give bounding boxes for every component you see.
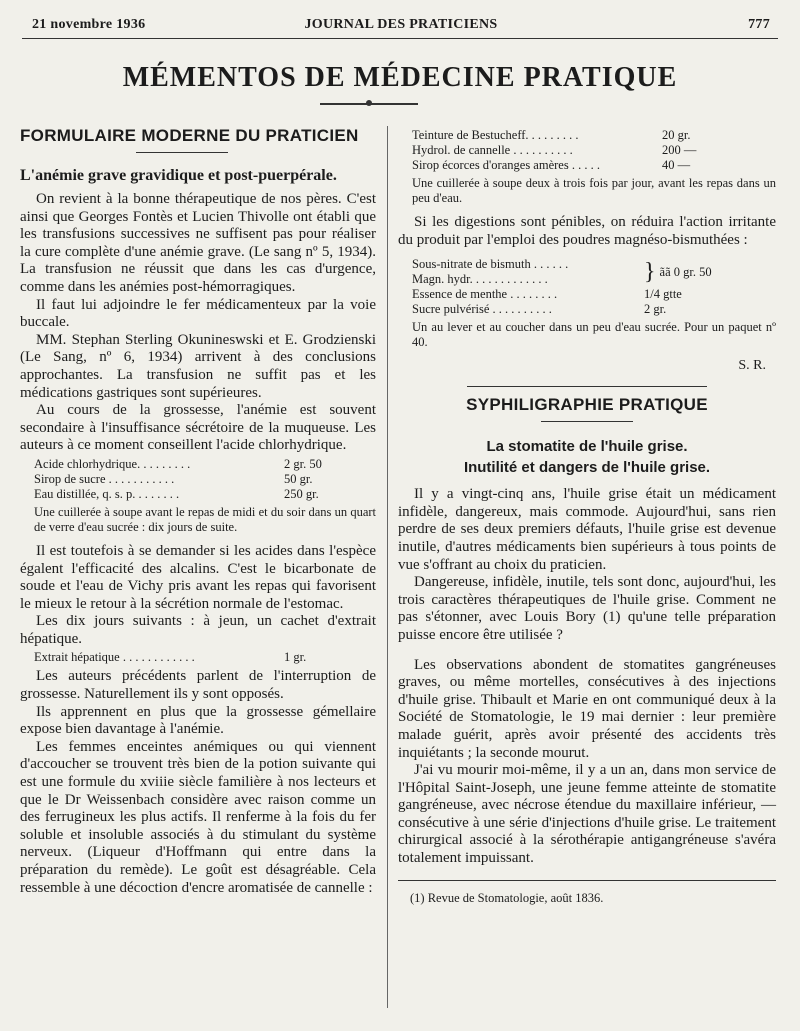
prescription-dose: ãã 0 gr. 50 (659, 264, 712, 279)
prescription (412, 128, 776, 173)
paragraph: Les observations abondent de stomatites gangréneuses graves, ou même mortelles, consécutives à des injections d'huile grise. Thibault et Marie en ont communiqué deux à la Société de Stomatologie, le 19 mai dernier : leur première malade guérit, après avoir présenté des accidents très inquiétants ; la seconde mourut. (398, 656, 776, 761)
prescription-row: Sucre pulvérisé . . . . . . . . . . 2 gr. (412, 302, 667, 317)
section-title: SYPHILIGRAPHIE PRATIQUE (466, 395, 708, 415)
footnote-rule (398, 880, 776, 881)
prescription-row-group (412, 257, 776, 287)
section-separator (467, 386, 707, 387)
paragraph: Les dix jours suivants : à jeun, un cachet d'extrait hépatique. (20, 613, 376, 647)
header-rule (22, 38, 778, 39)
article-title (398, 436, 776, 478)
paragraph: Il y a vingt-cinq ans, l'huile grise était un médicament infidèle, dangereux, mais commode. Aujourd'hui, sans rien perdre de ses deux premiers défauts, l'huile grise est devenue inutile, d'autres médicaments bien supérieurs à tous points de vue s'offrant au choix du praticien. (398, 486, 776, 573)
prescription (34, 650, 376, 665)
footnote: (1) Revue de Stomatologie, août 1836. (410, 890, 604, 905)
prescription-row: Teinture de Bestucheff. . . . . . . . . 20 gr. (412, 128, 691, 142)
running-header (32, 17, 770, 39)
journal-name: JOURNAL DES PRATICIENS (304, 17, 498, 32)
prescription (34, 457, 376, 502)
prescription-row: Eau distillée, q. s. p. . . . . . . . 250 gr. (34, 486, 319, 501)
ornament-dot (366, 100, 372, 106)
prescription-row: Acide chlorhydrique. . . . . . . . . 2 gr. 50 (34, 456, 322, 471)
issue-date: 21 novembre 1936 (32, 17, 146, 32)
prescription-row: Sirop écorces d'oranges amères . . . . . 40 — (412, 158, 691, 172)
prescription (412, 257, 776, 317)
paragraph: Dangereuse, infidèle, inutile, tels sont donc, aujourd'hui, les trois caractères thérapeutiques de l'huile grise. Comment ne pas s'étonner, avec Louis Bory (1) qu'une telle préparation puisse encore être utilisée ? (398, 574, 776, 643)
article-title: L'anémie grave gravidique et post-puerpérale. (20, 167, 337, 184)
paragraph: Les auteurs précédents parlent de l'interruption de grossesse. Naturellement ils y sont opposés. (20, 668, 376, 703)
article-title-line: La stomatite de l'huile grise. (486, 438, 688, 456)
paragraph: Les femmes enceintes anémiques ou qui viennent d'accoucher se trouvent très bien de la potion suivante qui est une formule du xviiie siècle familière à nos lecteurs et que le Dr Weissenbach considère avec raison comme un des ferrugineux les plus actifs. Il renferme à la fois du fer soluble et insoluble associés à du stimulant du système nerveux. (Liqueur d'Hoffmann qui entre dans la préparation du remède). Le goût est désagréable. Cela ressemble à une décoction d'encre aromatisée de cannelle : (20, 738, 376, 896)
prescription-note: Une cuillerée à soupe avant le repas de midi et du soir dans un quart de verre d'eau sucrée : dix jours de suite. (34, 504, 376, 534)
paragraph: Ils apprennent en plus que la grossesse gémellaire expose bien davantage à l'anémie. (20, 703, 376, 738)
prescription-row: Essence de menthe . . . . . . . . 1/4 gtte (412, 287, 682, 302)
prescription-row: Sirop de sucre . . . . . . . . . . . 50 gr. (34, 471, 313, 486)
paragraph: Au cours de la grossesse, l'anémie est souvent secondaire à l'insuffisance sécrétoire de la muqueuse. Les auteurs à ce moment conseillent l'acide chlorhydrique. (20, 402, 376, 454)
section-rule (136, 152, 228, 153)
prescription-row: Hydrol. de cannelle . . . . . . . . . . 200 — (412, 143, 697, 157)
paragraph: On revient à la bonne thérapeutique de nos pères. C'est ainsi que Georges Fontès et Lucien Thivolle ont établi que les transfusions successives ne suffisent pas pour réaliser la cure complète d'une anémie grave. (Le sang nº 5, 1934). La transfusion ne réussit que dans les cas d'urgence, comme dans les anémies post-hémorragiques. (20, 191, 376, 295)
article-subtitle-line: Inutilité et dangers de l'huile grise. (463, 459, 711, 477)
author-initials: S. R. (738, 358, 766, 374)
left-column (20, 118, 376, 897)
paragraph: MM. Stephan Sterling Okunineswski et E. Grodzienski (Le Sang, nº 6, 1934) arrivent à des conclusions approchantes. La transfusion ne suffit pas et les médications gastriques sont supérieures. (20, 331, 376, 401)
section-title: FORMULAIRE MODERNE DU PRATICIEN (20, 126, 359, 145)
prescription-item: Magn. hydr. . . . . . . . . . . . . (412, 272, 548, 287)
column-divider (387, 126, 388, 1008)
paragraph: Il faut lui adjoindre le fer médicamenteux par la voie buccale. (20, 296, 376, 331)
page-number: 777 (748, 17, 770, 32)
paragraph: Il est toutefois à se demander si les acides dans l'espèce égalent l'efficacité des alcalins. C'est le bicarbonate de soude et l'eau de Vichy pris avant les repas qui favorisent le mieux le retour à la sécrétion normale de l'estomac. (20, 542, 376, 612)
prescription-row: Extrait hépatique . . . . . . . . . . . . 1 gr. (34, 650, 307, 665)
prescription-item: Sous-nitrate de bismuth . . . . . . (412, 257, 569, 272)
section-rule (541, 421, 633, 422)
brace-icon: } (644, 259, 656, 286)
right-column (398, 118, 776, 906)
prescription-note: Une cuillerée à soupe deux à trois fois par jour, avant les repas dans un peu d'eau. (412, 176, 776, 205)
paragraph: Si les digestions sont pénibles, on réduira l'action irritante du produit par l'emploi des poudres magnéso-bismuthées : (398, 214, 776, 248)
page-banner: MÉMENTOS DE MÉDECINE PRATIQUE (122, 62, 678, 93)
prescription-note: Un au lever et au coucher dans un peu d'eau sucrée. Pour un paquet nº 40. (412, 320, 776, 350)
paragraph: J'ai vu mourir moi-même, il y a un an, dans mon service de l'Hôpital Saint-Joseph, une jeune femme atteinte de stomatite gangréneuse, avec nécrose étendue du maxillaire inférieur, — consécutive à une série d'injections d'huile grise. Le traitement chirurgical associé à la sérothérapie antigangréneuse s'avéra totalement impuissant. (398, 762, 776, 867)
